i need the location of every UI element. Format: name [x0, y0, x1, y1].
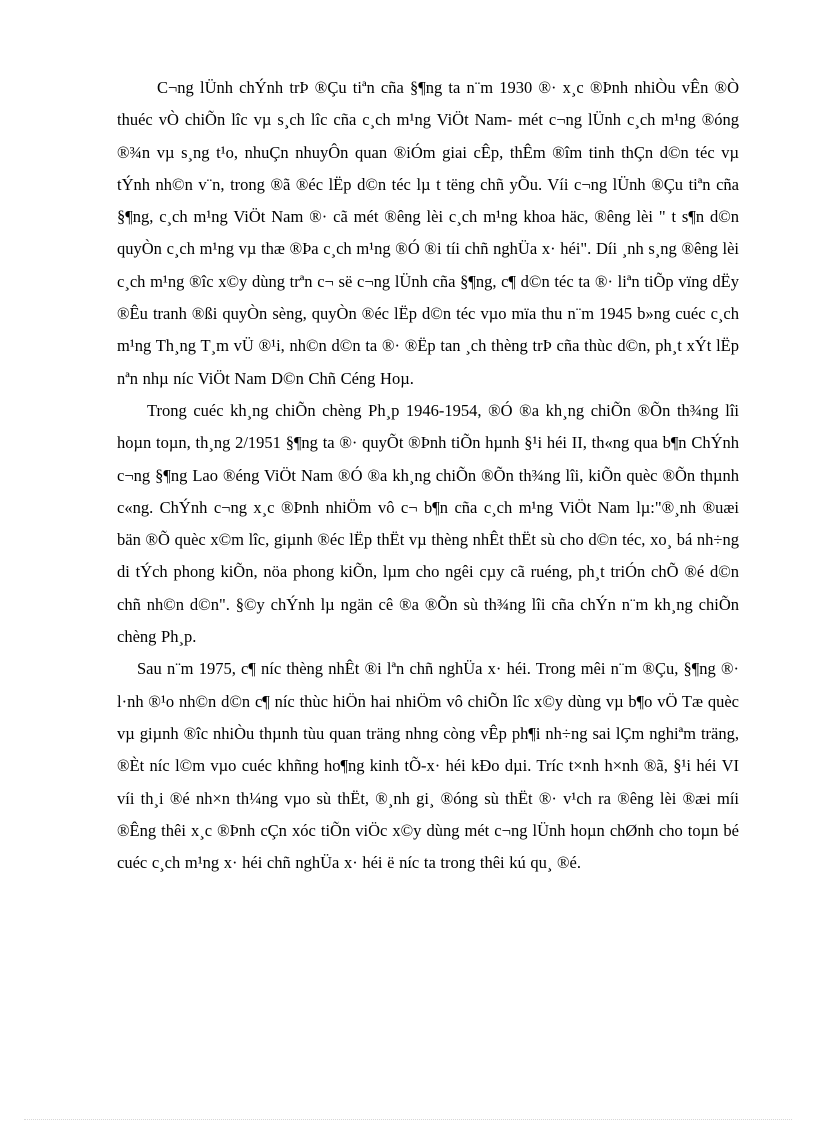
paragraph-3: Sau n¨m 1975, c¶ níc thèng nhÊt ®i lªn chñ nghÜa x· héi. Trong mêi n¨m ®Çu, §¶ng ®· l·nh ®¹o nh©n d©n c¶ níc thùc hiÖn hai nhiÖm vô chiÕn lîc x©y dùng vµ b¶o vÖ Tæ quèc vµ giµnh ®îc nhiÒu thµnh tùu quan träng nhng còng vÊp ph¶i nh÷ng sai lÇm nghiªm träng, ®Èt níc l©m vµo cuéc khñng ho¶ng kinh tÕ-x· héi kÐo dµi. Tríc t×nh h×nh ®ã, §¹i héi VI víi th¸i ®é nh×n th¼ng vµo sù thËt, ®¸nh gi¸ ®óng sù thËt ®· v¹ch ra ®êng lèi ®æi míi ®Êng thêi x¸c ®Þnh cÇn xóc tiÕn viÖc x©y dùng mét c¬ng lÜnh hoµn chØnh cho toµn bé cuéc c¸ch m¹ng x· héi chñ nghÜa x· héi ë níc ta trong thêi kú qu¸ ®é.	[117, 659, 739, 873]
paragraph-2: Trong cuéc kh¸ng chiÕn chèng Ph¸p 1946-1954, ®Ó ®a kh¸ng chiÕn ®Õn th¾ng lîi hoµn toµn, th¸ng 2/1951 §¶ng ta ®· quyÕt ®Þnh tiÕn hµnh §¹i héi II, th«ng qua b¶n ChÝnh c¬ng §¶ng Lao ®éng ViÖt Nam ®Ó ®a kh¸ng chiÕn ®Õn th¾ng lîi, kiÕn quèc ®Õn thµnh c«ng. ChÝnh c¬ng x¸c ®Þnh nhiÖm vô c¬ b¶n cña c¸ch m¹ng ViÖt Nam lµ:"®¸nh ®uæi bän ®Õ quèc x©m lîc, giµnh ®éc lËp thËt vµ thèng nhÊt thËt sù cho d©n téc, xo¸ bá nh÷ng di tÝch phong kiÕn, nöa phong kiÕn, lµm cho ngêi cµy cã ruéng, ph¸t triÓn chÕ ®é d©n chñ nh©n d©n". §©y chÝnh lµ ngän cê ®a ®Õn sù th¾ng lîi cña chÝn n¨m kh¸ng chiÕn chèng Ph¸p.	[117, 400, 739, 647]
page-bottom-divider	[24, 1119, 792, 1120]
document-body	[117, 72, 739, 879]
paragraph-1: C¬ng lÜnh chÝnh trÞ ®Çu tiªn cña §¶ng ta n¨m 1930 ®· x¸c ®Þnh nhiÒu vÊn ®Ò thuéc vÒ chiÕn lîc vµ s¸ch lîc cña c¸ch m¹ng ViÖt Nam- mét c¬ng lÜnh c¸ch m¹ng ®óng ®¾n vµ s¸ng t¹o, nhuÇn nhuyÔn quan ®iÓm giai cÊp, thÊm ®îm tinh thÇn d©n téc vµ tÝnh nh©n v¨n, trong ®ã ®éc lËp d©n téc lµ t tëng chñ yÕu. Víi c¬ng lÜnh ®Çu tiªn cña §¶ng, c¸ch m¹ng ViÖt Nam ®· cã mét ®êng lèi c¸ch m¹ng khoa häc, ®êng lèi " t s¶n d©n quyÒn c¸ch m¹ng vµ thæ ®Þa c¸ch m¹ng ®Ó ®i tíi chñ nghÜa x· héi". Díi ¸nh s¸ng ®êng lèi c¸ch m¹ng ®îc x©y dùng trªn c¬ së c¬ng lÜnh cña §¶ng, c¶ d©n téc ta ®· liªn tiÕp vïng dËy ®Êu tranh ®ßi quyÒn sèng, quyÒn ®éc lËp d©n téc vµo mïa thu n¨m 1945 b»ng cuéc c¸ch m¹ng Th¸ng T¸m vÜ ®¹i, nh©n d©n ta ®· ®Ëp tan ¸ch thèng trÞ cña thùc d©n, ph¸t xÝt lËp nªn nhµ níc ViÖt Nam D©n Chñ Céng Hoµ.	[117, 78, 739, 388]
